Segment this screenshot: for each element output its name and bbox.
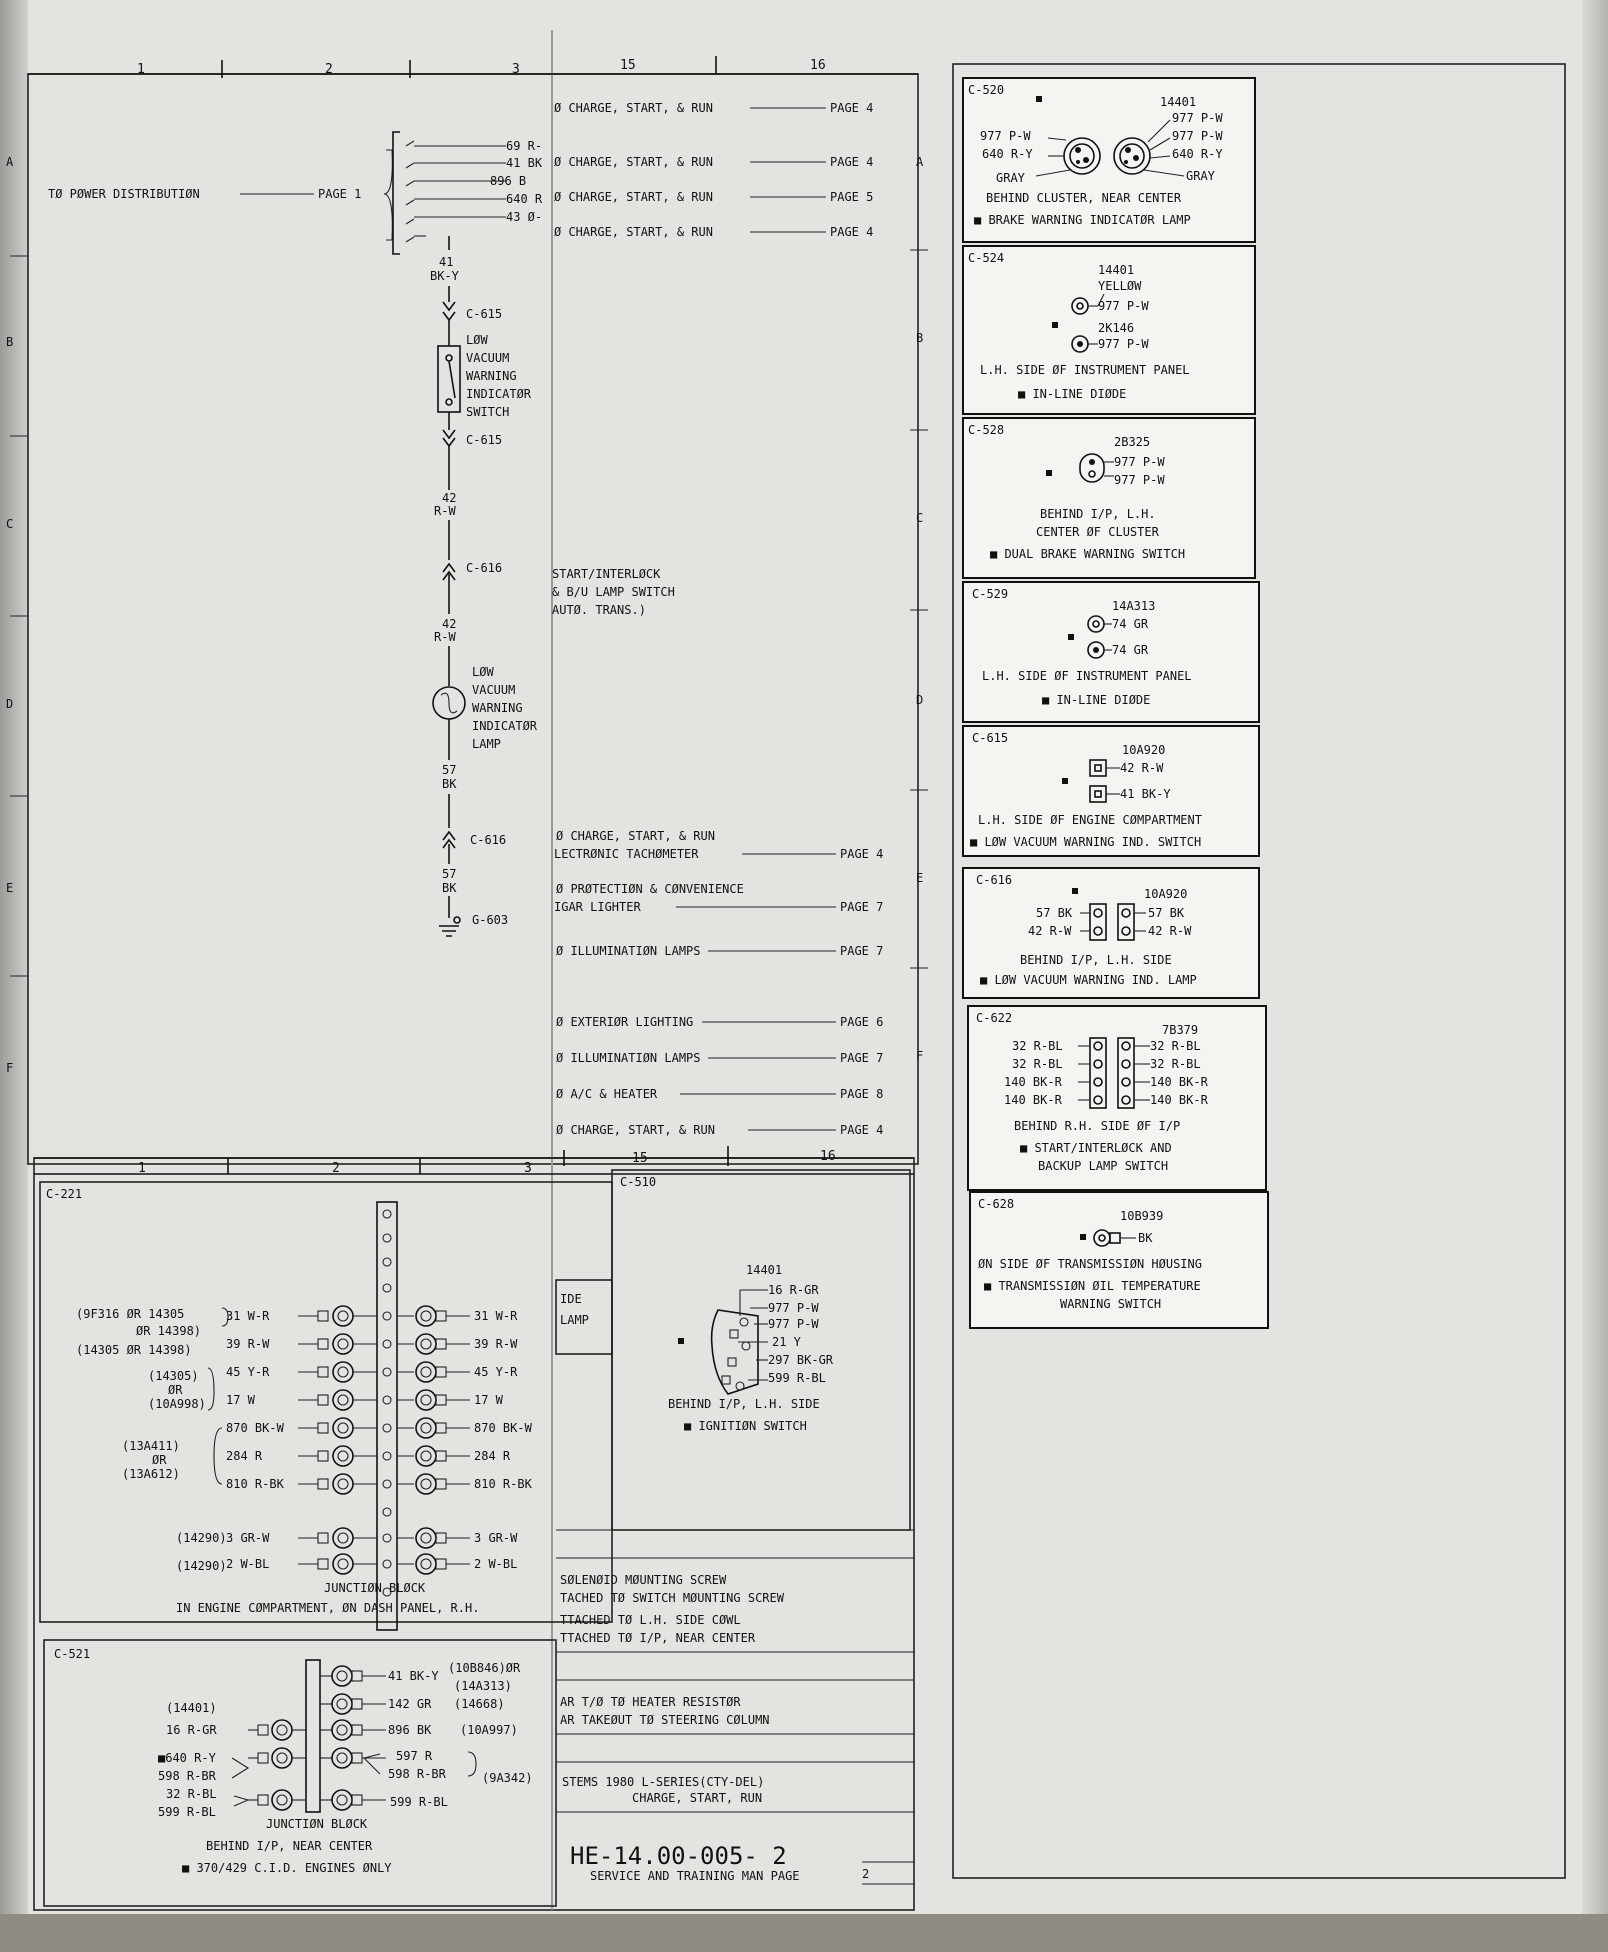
wire-number: 41 xyxy=(439,255,454,269)
part-number: 2K146 xyxy=(1098,321,1135,335)
ref-text: IGAR LIGHTER xyxy=(554,900,641,914)
switch-label: SWITCH xyxy=(466,405,510,419)
connector-id: C-529 xyxy=(972,587,1009,601)
top-ruler xyxy=(28,56,918,78)
c510-ignition-switch xyxy=(556,1170,910,1530)
ruler-label: 1 xyxy=(138,1161,146,1176)
part-ref: (10A997) xyxy=(460,1723,518,1737)
connector-id: C-510 xyxy=(620,1175,657,1189)
lamp-label: LØW xyxy=(472,665,494,679)
connector-tag: C-616 xyxy=(470,833,507,847)
c529-connector xyxy=(963,582,1259,722)
connector-id: C-520 xyxy=(968,83,1005,97)
junction-block-location: BEHIND I/P, NEAR CENTER xyxy=(206,1839,373,1853)
partial-label: IDE xyxy=(560,1292,582,1306)
part-ref: (14A313) xyxy=(454,1679,512,1693)
wire-label: 45 Y-R xyxy=(474,1365,518,1379)
c524-connector xyxy=(963,246,1255,414)
ref-text: Ø EXTERIØR LIGHTING xyxy=(556,1015,694,1029)
part-number: 2B325 xyxy=(1114,435,1151,449)
row-letter: C xyxy=(916,511,924,525)
wire-label: 69 R- xyxy=(506,139,543,153)
junction-terminal xyxy=(248,1720,306,1740)
ref-text: Ø CHARGE, START, & RUN xyxy=(556,1123,715,1137)
ref-text: Ø ILLUMINATIØN LAMPS xyxy=(556,944,701,958)
connector-tag: C-615 xyxy=(466,307,503,321)
row-letter: A xyxy=(916,155,924,169)
wire-label: BK xyxy=(1138,1231,1153,1245)
part-ref: (14305 ØR 14398) xyxy=(76,1343,192,1357)
junction-wire-row xyxy=(226,1390,504,1410)
ignition-switch-connector xyxy=(712,1310,758,1394)
note-line: AR TAKEØUT TØ STEERING CØLUMN xyxy=(560,1713,770,1727)
switch-label: VACUUM xyxy=(466,351,510,365)
wire-color: BK xyxy=(442,777,457,791)
junction-block-note: ■ 370/429 C.I.D. ENGINES ØNLY xyxy=(182,1861,392,1875)
wire-label: 977 P-W xyxy=(1114,455,1165,469)
connector-location: CENTER ØF CLUSTER xyxy=(1036,525,1159,539)
junction-terminal xyxy=(248,1790,306,1810)
wire-label: 640 R-Y xyxy=(982,147,1033,161)
footer-text: SERVICE AND TRAINING MAN PAGE xyxy=(590,1869,800,1883)
lamp-label: INDICATØR xyxy=(472,719,538,733)
circuit-ref: Ø CHARGE, START, & RUN xyxy=(554,225,713,239)
connector-id: C-615 xyxy=(972,731,1009,745)
junction-block-location: IN ENGINE CØMPARTMENT, ØN DASH PANEL, R.H. xyxy=(176,1601,480,1615)
component-name: BACKUP LAMP SWITCH xyxy=(1038,1159,1169,1173)
upper-schematic-frame xyxy=(28,74,918,1164)
wire-label: 140 BK-R xyxy=(1004,1093,1062,1107)
part-ref: (9A342) xyxy=(482,1771,533,1785)
wire-color: R-W xyxy=(434,504,456,518)
vacuum-switch-symbol xyxy=(438,346,460,412)
ref-text: LECTRØNIC TACHØMETER xyxy=(554,847,699,861)
connector-id: C-521 xyxy=(54,1647,91,1661)
wire-label: 16 R-GR xyxy=(166,1723,217,1737)
part-ref: (10A998) xyxy=(148,1397,206,1411)
wire-label: 597 R xyxy=(396,1749,433,1763)
ref-text: START/INTERLØCK xyxy=(552,567,661,581)
wire-label: 810 R-BK xyxy=(226,1477,284,1491)
part-number: 10A920 xyxy=(1122,743,1166,757)
wire-label: 31 W-R xyxy=(474,1309,518,1323)
ruler-label: 16 xyxy=(810,58,826,73)
row-letter: E xyxy=(916,871,924,885)
connector-tag: C-616 xyxy=(466,561,503,575)
part-number: 14A313 xyxy=(1112,599,1156,613)
wire-label: 896 B xyxy=(490,174,527,188)
wire-color: BK xyxy=(442,881,457,895)
connector-location: BEHIND CLUSTER, NEAR CENTER xyxy=(986,191,1182,205)
note-line: TTACHED TØ L.H. SIDE CØWL xyxy=(560,1613,741,1627)
connector-id: C-628 xyxy=(978,1197,1015,1211)
connector-location: BEHIND I/P, L.H. SIDE xyxy=(668,1397,820,1411)
junction-block-title: JUNCTIØN BLØCK xyxy=(266,1817,368,1831)
connector-location: BEHIND I/P, L.H. SIDE xyxy=(1020,953,1172,967)
c615-connector xyxy=(963,726,1259,856)
page-number: 2 xyxy=(862,1867,870,1881)
wire-label: 870 BK-W xyxy=(226,1421,284,1435)
junction-terminal xyxy=(320,1720,386,1740)
note-line: AR T/Ø TØ HEATER RESISTØR xyxy=(560,1695,741,1709)
wire-label: 598 R-BR xyxy=(388,1767,446,1781)
wire-label: 598 R-BR xyxy=(158,1769,216,1783)
part-number: 14401 xyxy=(1098,263,1135,277)
row-letters xyxy=(6,155,928,1075)
lamp-label: VACUUM xyxy=(472,683,516,697)
wire-label: 32 R-BL xyxy=(1012,1039,1063,1053)
c528-connector xyxy=(963,418,1255,578)
wire-label: 41 BK xyxy=(506,156,543,170)
ground-symbol xyxy=(439,926,459,936)
connector-location: L.H. SIDE ØF ENGINE CØMPARTMENT xyxy=(978,813,1202,827)
wire-label: 57 BK xyxy=(1148,906,1185,920)
wire-label: 57 BK xyxy=(1036,906,1073,920)
component-name: ■ IN-LINE DIØDE xyxy=(1042,693,1151,707)
wire-label: 599 R-BL xyxy=(768,1371,826,1385)
part-color: YELLØW xyxy=(1098,279,1142,293)
page-ref: PAGE 7 xyxy=(840,900,884,914)
part-number: 14401 xyxy=(1160,95,1197,109)
wire-label: 640 R xyxy=(506,192,543,206)
ruler-label: 16 xyxy=(820,1149,836,1164)
wire-label: 977 P-W xyxy=(1098,337,1149,351)
wire-label: 140 BK-R xyxy=(1004,1075,1062,1089)
wire-label: 42 R-W xyxy=(1148,924,1192,938)
page-ref: PAGE 7 xyxy=(840,944,884,958)
row-letter: A xyxy=(6,155,14,169)
switch-label: LØW xyxy=(466,333,488,347)
component-name: ■ START/INTERLØCK AND xyxy=(1020,1141,1172,1155)
wire-label: 640 R-Y xyxy=(1172,147,1223,161)
junction-wire-row xyxy=(226,1306,518,1326)
row-letter: B xyxy=(916,331,924,345)
charge-start-run-refs xyxy=(554,101,873,239)
part-ref: ØR 14398) xyxy=(136,1324,202,1338)
wire-label: 297 BK-GR xyxy=(768,1353,834,1367)
wire-label: 896 BK xyxy=(388,1723,432,1737)
wire-number: 57 xyxy=(442,867,457,881)
page-references xyxy=(554,829,883,1137)
page-ref: PAGE 6 xyxy=(840,1015,884,1029)
component-name: ■ LØW VACUUM WARNING IND. SWITCH xyxy=(970,835,1202,849)
part-ref: ØR xyxy=(152,1453,167,1467)
part-ref: (13A411) xyxy=(122,1439,180,1453)
c622-connector xyxy=(968,1006,1266,1190)
junction-terminal xyxy=(320,1694,386,1714)
junction-wire-row xyxy=(226,1334,518,1354)
connector-location: L.H. SIDE ØF INSTRUMENT PANEL xyxy=(982,669,1192,683)
row-letter: C xyxy=(6,517,14,531)
circuit-ref: Ø CHARGE, START, & RUN xyxy=(554,190,713,204)
row-letter: D xyxy=(916,693,924,707)
row-letter: D xyxy=(6,697,14,711)
component-name: ■ DUAL BRAKE WARNING SWITCH xyxy=(990,547,1186,561)
notes-and-title-block xyxy=(556,1530,914,1884)
wire-label: 39 R-W xyxy=(474,1337,518,1351)
component-name: ■ IGNITIØN SWITCH xyxy=(684,1419,807,1433)
connector-id: C-221 xyxy=(46,1187,83,1201)
wire-label: 3 GR-W xyxy=(226,1531,270,1545)
wire-label: 32 R-BL xyxy=(166,1787,217,1801)
component-name: ■ IN-LINE DIØDE xyxy=(1018,387,1127,401)
part-ref: (9F316 ØR 14305 xyxy=(76,1307,185,1321)
page-ref: PAGE 4 xyxy=(830,101,874,115)
bottom-ruler xyxy=(34,1146,914,1176)
wire-label: 17 W xyxy=(226,1393,255,1407)
page-ref: PAGE 4 xyxy=(830,155,874,169)
wire-label: 2 W-BL xyxy=(226,1557,270,1571)
wire-color: BK-Y xyxy=(430,269,459,283)
wire-label: 74 GR xyxy=(1112,643,1149,657)
junction-wire-row xyxy=(226,1554,517,1574)
power-distribution-page: PAGE 1 xyxy=(318,187,362,201)
wire-label: 977 P-W xyxy=(1172,129,1223,143)
wire-label: 140 BK-R xyxy=(1150,1093,1208,1107)
component-name: WARNING SWITCH xyxy=(1060,1297,1162,1311)
switch-label: WARNING xyxy=(466,369,517,383)
c616-connector xyxy=(963,868,1259,998)
part-ref: (10B846)ØR xyxy=(448,1661,521,1675)
connector-location: L.H. SIDE ØF INSTRUMENT PANEL xyxy=(980,363,1190,377)
junction-terminal xyxy=(248,1748,306,1768)
connector-id: C-528 xyxy=(968,423,1005,437)
junction-block-title: JUNCTIØN BLØCK xyxy=(324,1581,426,1595)
wire-number: 57 xyxy=(442,763,457,777)
wire-label: 17 W xyxy=(474,1393,503,1407)
wire-label: 21 Y xyxy=(772,1335,801,1349)
part-ref: (14668) xyxy=(454,1697,505,1711)
component-name: ■ TRANSMISSIØN ØIL TEMPERATURE xyxy=(984,1279,1201,1293)
ruler-label: 2 xyxy=(332,1161,340,1176)
wire-label: ■640 R-Y xyxy=(158,1751,216,1765)
ruler-label: 3 xyxy=(512,62,520,77)
connector-location: BEHIND R.H. SIDE ØF I/P xyxy=(1014,1119,1181,1133)
connector-tag: C-615 xyxy=(466,433,503,447)
wire-label: 39 R-W xyxy=(226,1337,270,1351)
ref-text: Ø PRØTECTIØN & CØNVENIENCE xyxy=(556,882,744,896)
junction-terminal xyxy=(320,1666,386,1686)
page-ref: PAGE 7 xyxy=(840,1051,884,1065)
junction-wire-row xyxy=(226,1528,518,1548)
wire-number: 42 xyxy=(442,491,457,505)
row-letter: F xyxy=(6,1061,14,1075)
ruler-label: 15 xyxy=(620,58,636,73)
ruler-label: 15 xyxy=(632,1151,648,1166)
page-ref: PAGE 5 xyxy=(830,190,874,204)
wire-label: 43 Ø- xyxy=(506,210,543,224)
c628-connector xyxy=(970,1192,1268,1328)
junction-wire-row xyxy=(226,1446,511,1466)
wire-label: GRAY xyxy=(996,171,1025,185)
part-number: 10B939 xyxy=(1120,1209,1164,1223)
wire-label: 142 GR xyxy=(388,1697,432,1711)
part-ref: (14305) xyxy=(148,1369,199,1383)
ref-text: Ø CHARGE, START, & RUN xyxy=(556,829,715,843)
wire-label: 284 R xyxy=(226,1449,263,1463)
circuit-ref: Ø CHARGE, START, & RUN xyxy=(554,101,713,115)
vacuum-warning-circuit xyxy=(430,236,538,936)
part-ref: (14290) xyxy=(176,1531,227,1545)
wire-label: 977 P-W xyxy=(980,129,1031,143)
drawing-number: HE-14.00-005- 2 xyxy=(570,1842,787,1870)
wire-label: 977 P-W xyxy=(1172,111,1223,125)
part-number: 14401 xyxy=(746,1263,783,1277)
row-letter: B xyxy=(6,335,14,349)
junction-terminal xyxy=(320,1790,386,1810)
c521-junction-block xyxy=(44,1640,556,1906)
wire-label: 140 BK-R xyxy=(1150,1075,1208,1089)
connector-id: C-616 xyxy=(976,873,1013,887)
page-ref: PAGE 4 xyxy=(840,1123,884,1137)
connector-location: BEHIND I/P, L.H. xyxy=(1040,507,1156,521)
note-line: SØLENØID MØUNTING SCREW xyxy=(560,1573,727,1587)
ground-label: G-603 xyxy=(472,913,509,927)
wire-label: 41 BK-Y xyxy=(1120,787,1171,801)
part-ref: (14401) xyxy=(166,1701,217,1715)
wire-label: 977 P-W xyxy=(768,1317,819,1331)
power-distribution-label: TØ PØWER DISTRIBUTIØN xyxy=(48,187,200,201)
wire-label: 32 R-BL xyxy=(1150,1039,1201,1053)
note-line: TTACHED TØ I/P, NEAR CENTER xyxy=(560,1631,756,1645)
wire-label: 977 P-W xyxy=(768,1301,819,1315)
power-distribution-ref xyxy=(48,132,543,254)
ref-text: & B/U LAMP SWITCH xyxy=(552,585,675,599)
wire-label: 599 R-BL xyxy=(158,1805,216,1819)
wire-label: 45 Y-R xyxy=(226,1365,270,1379)
c520-connector xyxy=(963,78,1255,242)
connector-id: C-524 xyxy=(968,251,1005,265)
system-title: STEMS 1980 L-SERIES(CTY-DEL) xyxy=(562,1775,765,1789)
circuit-ref: Ø CHARGE, START, & RUN xyxy=(554,155,713,169)
wire-number: 42 xyxy=(442,617,457,631)
page-ref: PAGE 8 xyxy=(840,1087,884,1101)
junction-bus xyxy=(306,1660,320,1812)
wire-label: 74 GR xyxy=(1112,617,1149,631)
connector-location: ØN SIDE ØF TRANSMISSIØN HØUSING xyxy=(978,1257,1202,1271)
row-letter: E xyxy=(6,881,14,895)
wire-label: 42 R-W xyxy=(1120,761,1164,775)
wire-label: 2 W-BL xyxy=(474,1557,518,1571)
lamp-label: WARNING xyxy=(472,701,523,715)
switch-label: INDICATØR xyxy=(466,387,532,401)
component-name: ■ LØW VACUUM WARNING IND. LAMP xyxy=(980,973,1197,987)
c221-junction-block xyxy=(40,1182,612,1630)
junction-wire-row xyxy=(226,1418,533,1438)
ruler-label: 3 xyxy=(524,1161,532,1176)
partial-label: LAMP xyxy=(560,1313,589,1327)
wire-label: 3 GR-W xyxy=(474,1531,518,1545)
start-interlock-ref xyxy=(552,567,675,617)
wire-label: 599 R-BL xyxy=(390,1795,448,1809)
lamp-label: LAMP xyxy=(472,737,501,751)
section-title: CHARGE, START, RUN xyxy=(632,1791,763,1805)
connector-id: C-622 xyxy=(976,1011,1013,1025)
ruler-label: 1 xyxy=(137,62,145,77)
wire-label: 977 P-W xyxy=(1114,473,1165,487)
ruler-label: 2 xyxy=(325,62,333,77)
wire-label: GRAY xyxy=(1186,169,1215,183)
row-letter: F xyxy=(916,1049,924,1063)
junction-terminal xyxy=(320,1748,386,1768)
wire-label: 810 R-BK xyxy=(474,1477,532,1491)
wire-label: 284 R xyxy=(474,1449,511,1463)
part-number: 7B379 xyxy=(1162,1023,1199,1037)
wire-label: 31 W-R xyxy=(226,1309,270,1323)
part-ref: (14290) xyxy=(176,1559,227,1573)
page-ref: PAGE 4 xyxy=(840,847,884,861)
component-name: ■ BRAKE WARNING INDICATØR LAMP xyxy=(974,213,1191,227)
junction-wire-row xyxy=(226,1362,518,1382)
wire-label: 32 R-BL xyxy=(1012,1057,1063,1071)
wire-color: R-W xyxy=(434,630,456,644)
page-ref: PAGE 4 xyxy=(830,225,874,239)
wire-label: 870 BK-W xyxy=(474,1421,532,1435)
ref-text: Ø ILLUMINATIØN LAMPS xyxy=(556,1051,701,1065)
junction-wire-row xyxy=(226,1474,533,1494)
part-ref: ØR xyxy=(168,1383,183,1397)
wire-label: 16 R-GR xyxy=(768,1283,819,1297)
wire-label: 42 R-W xyxy=(1028,924,1072,938)
wire-label: 977 P-W xyxy=(1098,299,1149,313)
note-line: TACHED TØ SWITCH MØUNTING SCREW xyxy=(560,1591,784,1605)
ref-text: AUTØ. TRANS.) xyxy=(552,603,646,617)
part-ref: (13A612) xyxy=(122,1467,180,1481)
part-number: 10A920 xyxy=(1144,887,1188,901)
wire-label: 41 BK-Y xyxy=(388,1669,439,1683)
wire-label: 32 R-BL xyxy=(1150,1057,1201,1071)
ref-text: Ø A/C & HEATER xyxy=(556,1087,658,1101)
